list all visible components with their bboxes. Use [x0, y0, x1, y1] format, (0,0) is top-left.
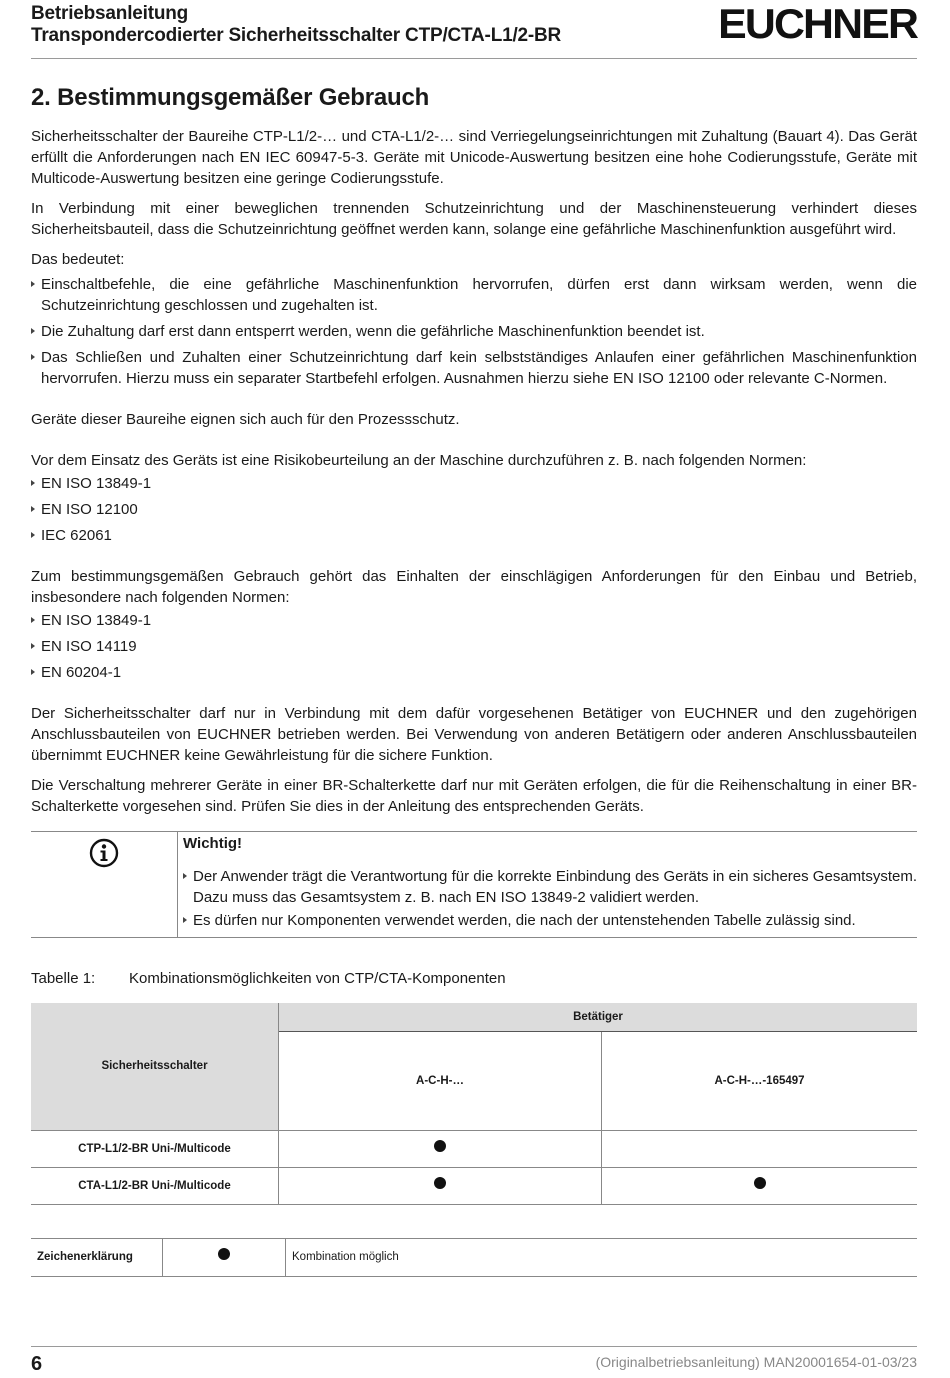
- document-reference: (Originalbetriebsanleitung) MAN20001654-01-03/23: [595, 1354, 917, 1370]
- table-cell: [279, 1131, 602, 1168]
- risk-norms-list: [31, 473, 917, 546]
- combination-table: [31, 1003, 917, 1205]
- column-header-label: A-C-H-…-165497: [714, 1074, 805, 1087]
- table-row: [31, 1131, 917, 1168]
- paragraph-switch-chain: Die Verschaltung mehrerer Geräte in einer BR-Schalterkette darf nur mit Geräten erfolgen, die für die Reihenschaltung in einer BR-Schalterkette vorgesehen sind. Prüfen Sie dies in der Anleitung des entsprechenden Geräts.: [31, 777, 917, 815]
- page-footer: [31, 1346, 917, 1375]
- table-number: Tabelle 1:: [31, 970, 96, 987]
- column-group-label: Betätiger: [573, 1010, 623, 1023]
- list-item: Es dürfen nur Komponenten verwendet werden, die nach der untenstehenden Tabelle zulässig sind.: [183, 910, 917, 931]
- list-item: EN ISO 14119: [31, 636, 917, 657]
- notice-body: [178, 832, 917, 937]
- combination-dot: [434, 1140, 446, 1152]
- table-cell: [602, 1131, 918, 1168]
- table-caption: [31, 968, 917, 989]
- notice-icon-cell: [31, 832, 178, 937]
- main-content: [31, 82, 917, 1277]
- column-header: [602, 1032, 918, 1131]
- row-label: [31, 1131, 279, 1168]
- paragraph-actuator: Der Sicherheitsschalter darf nur in Verbindung mit dem dafür vorgesehenen Betätiger von EUCHNER und den zugehörigen Anschlussbauteilen von EUCHNER betrieben werden. Bei Verwendung von anderen Betätigern oder anderen Anschlussbauteilen übernimmt EUCHNER keine Gewährleistung für die sichere Funktion.: [31, 705, 917, 764]
- row-label: [31, 1168, 279, 1205]
- section-heading: 2. Bestimmungsgemäßer Gebrauch: [31, 84, 430, 111]
- list-item: IEC 62061: [31, 525, 917, 546]
- paragraph-process-protection: Geräte dieser Baureihe eignen sich auch für den Prozessschutz.: [31, 411, 460, 428]
- list-item: EN ISO 12100: [31, 499, 917, 520]
- installation-norms-list: [31, 610, 917, 683]
- list-item: Einschaltbefehle, die eine gefährliche Maschinenfunktion hervorrufen, dürfen erst dann wirksam werden, wenn die Schutzeinrichtung geschlossen und zugehalten ist.: [31, 274, 917, 316]
- product-name: Transpondercodierter Sicherheitsschalter CTP/CTA-L1/2-BR: [31, 25, 562, 46]
- list-item: EN ISO 13849-1: [31, 610, 917, 631]
- table-cell: [602, 1168, 918, 1205]
- euchner-logo: EUCHNER: [718, 0, 917, 47]
- list-item: EN ISO 13849-1: [31, 473, 917, 494]
- page-header: [31, 0, 917, 59]
- notice-list: [183, 866, 917, 931]
- legend-symbol-cell: [163, 1239, 286, 1277]
- legend-table: [31, 1238, 917, 1277]
- requirements-list: [31, 274, 917, 389]
- list-item: Die Zuhaltung darf erst dann entsperrt werden, wenn die gefährliche Maschinenfunktion beendet ist.: [31, 321, 917, 342]
- paragraph-meaning: Das bedeutet:: [31, 251, 125, 268]
- paragraph-function: In Verbindung mit einer beweglichen trennenden Schutzeinrichtung und der Maschinensteuerung verhindert dieses Sicherheitsbauteil, dass die Schutzeinrichtung geöffnet werden kann, solange eine gefährliche Maschinenfunktion ausgeführt wird.: [31, 200, 917, 238]
- document-type: Betriebsanleitung: [31, 3, 189, 24]
- row-label-text: CTA-L1/2-BR Uni-/Multicode: [78, 1179, 231, 1192]
- table-cell: [279, 1168, 602, 1205]
- notice-title: Wichtig!: [183, 835, 243, 852]
- combination-dot: [434, 1177, 446, 1189]
- row-label-text: CTP-L1/2-BR Uni-/Multicode: [78, 1142, 231, 1155]
- column-header-label: A-C-H-…: [416, 1074, 464, 1087]
- table-row: [31, 1168, 917, 1205]
- paragraph-intro: Sicherheitsschalter der Baureihe CTP-L1/2-… und CTA-L1/2-… sind Verriegelungseinrichtungen mit Zuhaltung (Bauart 4). Das Gerät erfüllt die Anforderungen nach EN IEC 60947-5-3. Geräte mit Unicode-Auswertung besitzen eine hohe Codierungsstufe, Geräte mit Multicode-Auswertung besitzen eine geringe Codierungsstufe.: [31, 128, 917, 187]
- list-item: Das Schließen und Zuhalten einer Schutzeinrichtung darf kein selbstständiges Anlaufen einer gefährlichen Maschinenfunktion hervorrufen. Hierzu muss ein separater Startbefehl erfolgen. Ausnahmen hierzu siehe EN ISO 12100 oder relevante C-Normen.: [31, 347, 917, 389]
- page-number: 6: [31, 1353, 43, 1375]
- legend-text: Kombination möglich: [286, 1239, 918, 1277]
- legend-label: Zeichenerklärung: [31, 1239, 163, 1277]
- combination-dot: [754, 1177, 766, 1189]
- list-item: Der Anwender trägt die Verantwortung für die korrekte Einbindung des Geräts in ein sicheres Gesamtsystem. Dazu muss das Gesamtsystem z. B. nach EN ISO 13849-2 validiert werden.: [183, 866, 917, 908]
- table-title: Kombinationsmöglichkeiten von CTP/CTA-Komponenten: [129, 970, 506, 987]
- row-header-label: Sicherheitsschalter: [101, 1060, 208, 1072]
- combination-dot: [218, 1248, 230, 1260]
- important-notice: [31, 831, 917, 938]
- paragraph-risk-assessment: Vor dem Einsatz des Geräts ist eine Risikobeurteilung an der Maschine durchzuführen z. B. nach folgenden Normen:: [31, 452, 807, 469]
- info-icon: [89, 838, 119, 868]
- column-header: [279, 1032, 602, 1131]
- paragraph-intended-use: Zum bestimmungsgemäßen Gebrauch gehört das Einhalten der einschlägigen Anforderungen für den Einbau und Betrieb, insbesondere nach folgenden Normen:: [31, 568, 917, 606]
- document-title: [31, 3, 561, 47]
- column-group-header: [279, 1003, 918, 1032]
- list-item: EN 60204-1: [31, 662, 917, 683]
- row-header-cell: [31, 1003, 279, 1131]
